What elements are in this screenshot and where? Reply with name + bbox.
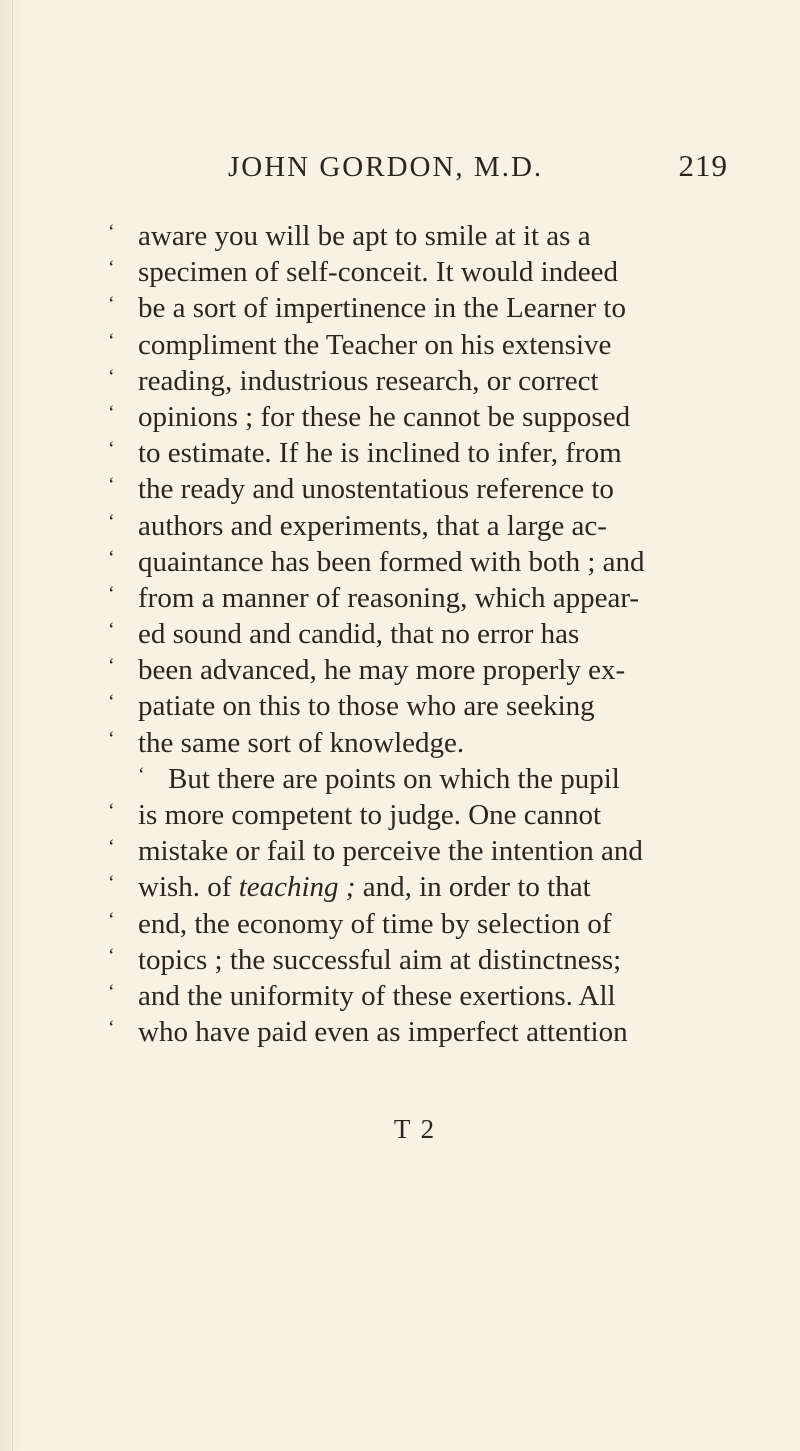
line-text: ed sound and candid, that no error has — [138, 618, 580, 651]
line-text: compliment the Teacher on his extensive — [138, 328, 612, 361]
line-text: from a manner of reasoning, which appear- — [138, 581, 640, 614]
line-text-before-italic: wish. of — [138, 871, 239, 904]
line-text: to estimate. If he is inclined to infer, from — [138, 437, 622, 470]
page-header — [228, 148, 728, 190]
line-text-after-italic: and, in order to that — [355, 871, 591, 904]
line-text: mistake or fail to perceive the intention and — [138, 835, 643, 868]
text-line — [108, 869, 748, 905]
quote-mark: ‘ — [108, 257, 115, 280]
line-text: reading, industrious research, or correct — [138, 364, 599, 397]
text-line — [108, 725, 748, 761]
quote-mark: ‘ — [108, 546, 115, 569]
line-text: specimen of self-conceit. It would indeed — [138, 256, 618, 289]
quote-mark: ‘ — [108, 1017, 115, 1040]
text-line — [108, 544, 748, 580]
signature-mark: T 2 — [393, 1114, 437, 1144]
text-line — [108, 327, 748, 363]
quote-mark: ‘ — [108, 438, 115, 461]
line-text: been advanced, he may more properly ex- — [138, 654, 626, 687]
quote-mark: ‘ — [108, 655, 115, 678]
paragraph-start-line — [108, 761, 748, 797]
text-line — [108, 254, 748, 290]
page-edge-line — [12, 0, 13, 1451]
line-text: opinions ; for these he cannot be supposed — [138, 400, 631, 433]
quote-mark: ‘ — [108, 582, 115, 605]
line-text: authors and experiments, that a large ac- — [138, 509, 607, 542]
running-head: JOHN GORDON, M.D. — [228, 151, 544, 183]
text-line — [108, 363, 748, 399]
text-line — [108, 833, 748, 869]
text-line — [108, 1014, 748, 1050]
quote-mark: ‘ — [108, 329, 115, 352]
quote-mark: ‘ — [108, 836, 115, 859]
line-text: end, the economy of time by selection of — [138, 907, 612, 940]
quote-mark: ‘ — [108, 691, 115, 714]
line-text: is more competent to judge. One cannot — [138, 799, 602, 831]
text-line — [108, 218, 748, 254]
line-text: be a sort of impertinence in the Learner to — [138, 292, 626, 325]
quote-mark: ‘ — [108, 872, 115, 895]
line-text: topics ; the successful aim at distinctness; — [138, 943, 622, 976]
quote-mark: ‘ — [108, 221, 115, 243]
line-text: the ready and unostentatious reference to — [138, 473, 614, 506]
quote-mark: ‘ — [108, 908, 115, 931]
quote-mark: ‘ — [108, 980, 115, 1003]
italic-emphasis: teaching ; — [238, 871, 356, 904]
body-text — [108, 218, 748, 1050]
page-edge — [0, 0, 22, 1451]
quote-mark: ‘ — [108, 619, 115, 642]
line-text: and the uniformity of these exertions. All — [138, 979, 616, 1012]
line-text: But there are points on which the pupil — [168, 762, 620, 795]
text-line — [108, 471, 748, 507]
page-number: 219 — [678, 148, 728, 183]
text-line — [108, 580, 748, 616]
text-line — [108, 508, 748, 544]
line-text: who have paid even as imperfect attention — [138, 1016, 628, 1049]
quote-mark: ‘ — [108, 727, 115, 750]
line-text: the same sort of knowledge. — [138, 726, 465, 759]
line-text: quaintance has been formed with both ; and — [138, 545, 645, 578]
text-line — [108, 435, 748, 471]
text-line — [108, 797, 748, 833]
quote-mark: ‘ — [108, 474, 115, 497]
text-line — [108, 688, 748, 724]
text-line — [108, 978, 748, 1014]
text-line — [108, 290, 748, 326]
line-text: aware you will be apt to smile at it as a — [138, 220, 591, 252]
text-line — [108, 652, 748, 688]
quote-mark: ‘ — [108, 365, 115, 388]
quote-mark: ‘ — [138, 763, 145, 786]
text-line — [108, 616, 748, 652]
text-line — [108, 906, 748, 942]
text-line — [108, 942, 748, 978]
quote-mark: ‘ — [108, 293, 115, 316]
quote-mark: ‘ — [108, 944, 115, 967]
quote-mark: ‘ — [108, 800, 115, 822]
quote-mark: ‘ — [108, 401, 115, 424]
quote-mark: ‘ — [108, 510, 115, 533]
text-line — [108, 399, 748, 435]
line-text: patiate on this to those who are seeking — [138, 690, 595, 723]
